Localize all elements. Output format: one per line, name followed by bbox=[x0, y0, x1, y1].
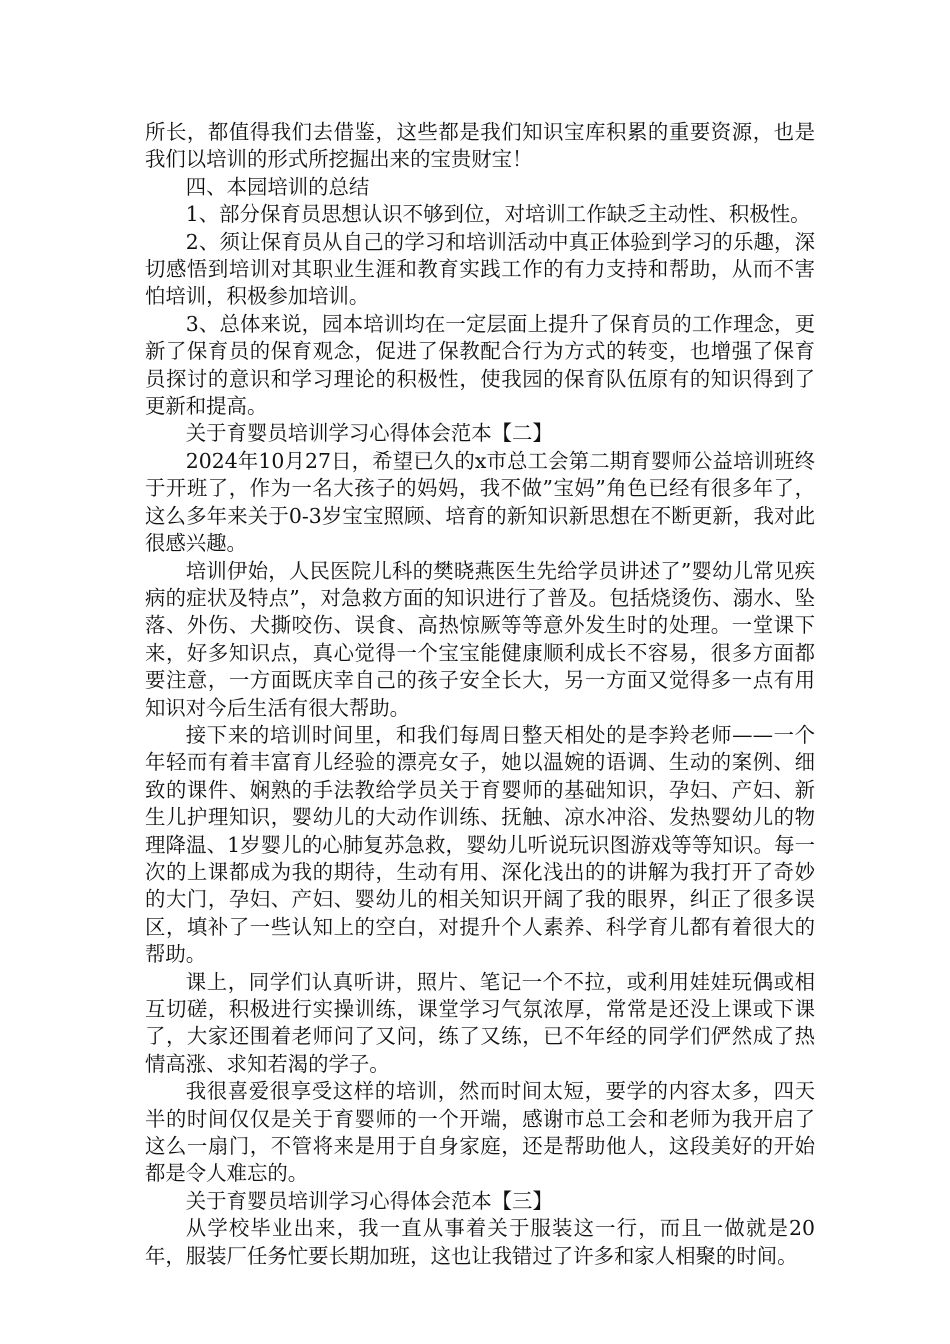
paragraph-sample-2-teacher: 接下来的培训时间里，和我们每周日整天相处的是李羚老师——一个年轻而有着丰富育儿经验的漂亮女子，她以温婉的语调、生动的案例、细致的课件、娴熟的手法教给学员关于育婴师的基础知识，孕妇、产妇、新生儿护理知识，婴幼儿的大动作训练、抚触、凉水冲浴、发热婴幼儿的物理降温、1岁婴儿的心肺复苏急救，婴幼儿听说玩识图游戏等等知识。每一次的上课都成为我的期待，生动有用、深化浅出的的讲解为我打开了奇妙的大门，孕妇、产妇、婴幼儿的相关知识开阔了我的眼界，纠正了很多误区，填补了一些认知上的空白，对提升个人素养、科学育儿都有着很大的帮助。 bbox=[145, 722, 815, 967]
paragraph-sample-2-intro: 2024年10月27日，希望已久的x市总工会第二期育婴师公益培训班终于开班了，作为一名大孩子的妈妈，我不做”宝妈”角色已经有很多年了，这么多年来关于0-3岁宝宝照顾、培育的新知识新思想在不断更新，我对此很感兴趣。 bbox=[145, 448, 815, 556]
section-heading-sample-2: 关于育婴员培训学习心得体会范本【二】 bbox=[185, 421, 553, 446]
paragraph-summary-point-3: 3、总体来说，园本培训均在一定层面上提升了保育员的工作理念，更新了保育员的保育观念，促进了保教配合行为方式的转变，也增强了保育员探讨的意识和学习理论的积极性，使我园的保育队伍原有的知识得到了更新和提高。 bbox=[145, 311, 815, 419]
paragraph-continuation: 所长，都值得我们去借鉴，这些都是我们知识宝库积累的重要资源，也是我们以培训的形式所挖掘出来的宝贵财宝！ bbox=[145, 120, 815, 172]
paragraph-sample-3-intro: 从学校毕业出来，我一直从事着关于服装这一行，而且一做就是20年，服装厂任务忙要长期加班，这也让我错过了许多和家人相聚的时间。 bbox=[145, 1216, 815, 1268]
section-heading-sample-3: 关于育婴员培训学习心得体会范本【三】 bbox=[185, 1188, 553, 1213]
paragraph-summary-point-1: 1、部分保育员思想认识不够到位，对培训工作缺乏主动性、积极性。 bbox=[185, 202, 811, 227]
paragraph-sample-2-training-start: 培训伊始，人民医院儿科的樊晓燕医生先给学员讲述了”婴幼儿常见疾病的症状及特点”，对急救方面的知识进行了普及。包括烧烫伤、溺水、坠落、外伤、犬撕咬伤、误食、高热惊厥等等意外发生时的处理。一堂课下来，好多知识点，真心觉得一个宝宝能健康顺利成长不容易，很多方面都要注意，一方面既庆幸自己的孩子安全长大，另一方面又觉得多一点有用知识对今后生活有很大帮助。 bbox=[145, 558, 815, 720]
document-body bbox=[145, 119, 815, 1270]
paragraph-sample-2-classroom: 课上，同学们认真听讲，照片、笔记一个不拉，或利用娃娃玩偶或相互切磋，积极进行实操训练，课堂学习气氛浓厚，常常是还没上课或下课了，大家还围着老师问了又问，练了又练，已不年经的同学们俨然成了热情高涨、求知若渴的学子。 bbox=[145, 969, 815, 1076]
paragraph-summary-point-2: 2、须让保育员从自己的学习和培训活动中真正体验到学习的乐趣，深切感悟到培训对其职业生涯和教育实践工作的有力支持和帮助，从而不害怕培训，积极参加培训。 bbox=[145, 229, 815, 309]
section-heading-summary: 四、本园培训的总结 bbox=[185, 174, 370, 199]
paragraph-sample-2-conclusion: 我很喜爱很享受这样的培训，然而时间太短，要学的内容太多，四天半的时间仅仅是关于育婴师的一个开端，感谢市总工会和老师为我开启了这么一扇门，不管将来是用于自身家庭，还是帮助他人，这段美好的开始都是令人难忘的。 bbox=[145, 1079, 815, 1186]
